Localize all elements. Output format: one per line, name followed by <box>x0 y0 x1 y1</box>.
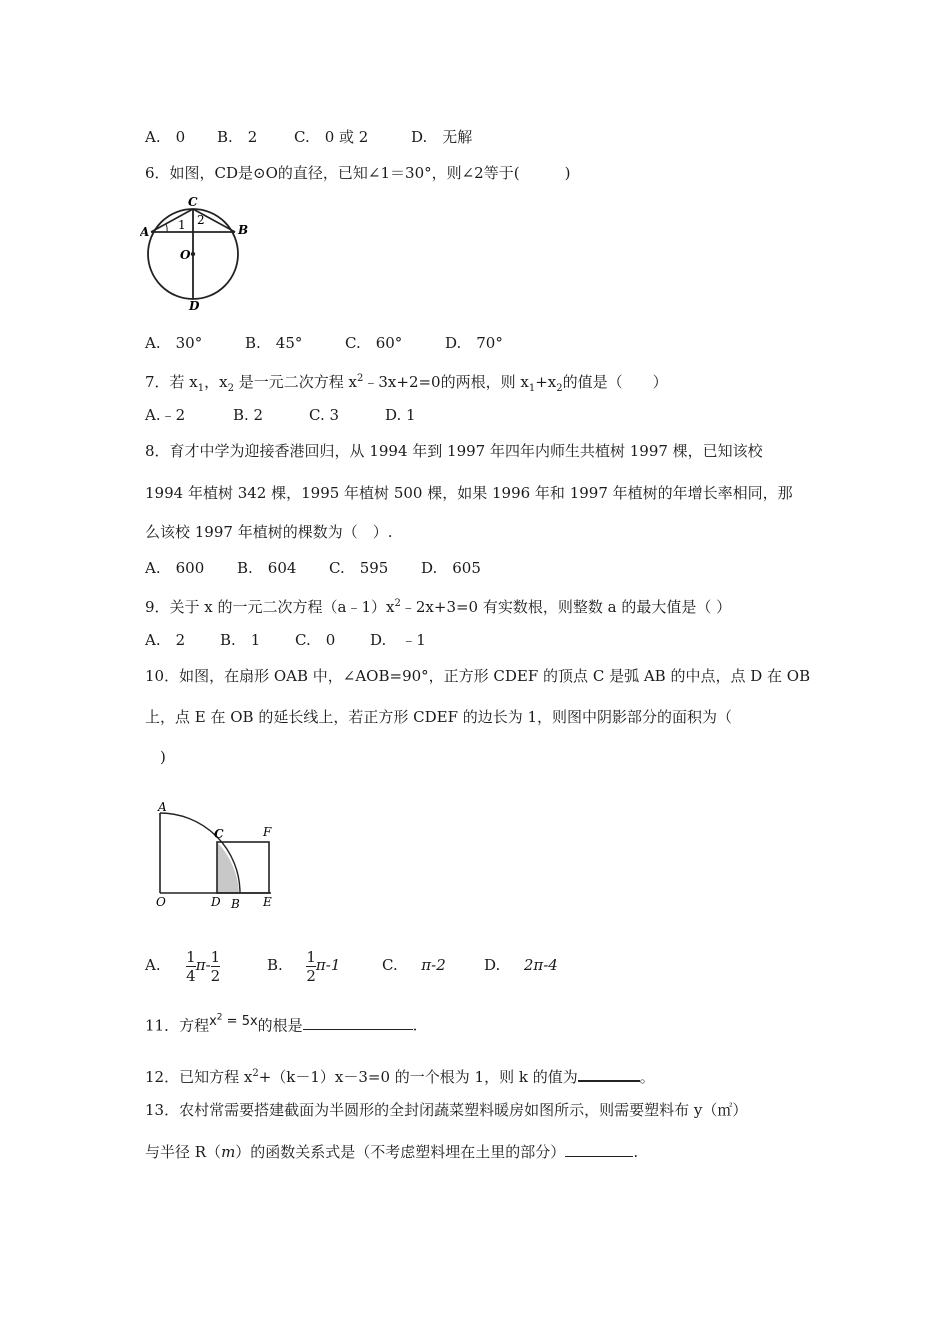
q7-option-b: B. 2 <box>233 406 264 424</box>
q7-options <box>145 405 416 425</box>
q7-sub-2: 2 <box>227 383 234 394</box>
q10-line-1: 10．如图，在扇形 OAB 中，∠AOB=90°，正方形 CDEF 的顶点 C 是弧 AB 的中点，点 D 在 OB <box>145 667 811 685</box>
q8-line-2: 1994 年植树 342 棵，1995 年植树 500 棵，如果 1996 年和 1997 年植树的年增长率相同，那 <box>145 484 793 502</box>
q9-option-d: D. ﹣1 <box>370 631 426 649</box>
q7-sub-3: 1 <box>528 383 536 394</box>
q5-option-d: D. 无解 <box>411 128 473 146</box>
q7-option-c: C. 3 <box>309 406 340 424</box>
q10-option-c-letter: C. <box>382 956 398 974</box>
label-f: F <box>263 825 272 839</box>
q7-text-a: 7．若 x <box>145 373 198 391</box>
q10-option-a <box>145 945 267 985</box>
q8-option-b: B. 604 <box>237 559 297 577</box>
label-o: O <box>156 895 166 909</box>
q8-option-c: C. 595 <box>329 559 389 577</box>
q10-option-a-letter: A. <box>145 956 161 974</box>
label-b: B <box>238 223 249 237</box>
q7-sub-1: 1 <box>197 383 205 394</box>
q6-option-d: D. 70° <box>445 334 503 352</box>
q7-stem <box>145 369 668 399</box>
q5-option-c: C. 0 或 2 <box>294 128 369 146</box>
fraction-one-half: $\frac{1}{2}$ <box>210 947 221 985</box>
q10-options <box>145 945 558 985</box>
q12-text-b: +（k－1）x－3=0 的一个根为 1，则 k 的值为 <box>258 1068 578 1086</box>
q8-option-d: D. 605 <box>421 559 481 577</box>
q13-text-b: ）的函数关系式是（不考虑塑料埋在土里的部分） <box>235 1143 566 1161</box>
q6-option-b: B. 45° <box>245 334 303 352</box>
q13-end: . <box>633 1143 639 1161</box>
label-d: D <box>211 895 221 909</box>
q7-text-c: 是一元二次方程 x <box>234 373 357 391</box>
q11-equation: $x^2 = 5x$ <box>209 1013 258 1030</box>
q13-unit: m <box>221 1143 236 1161</box>
q7-sup: 2 <box>357 373 364 384</box>
q13-answer-blank[interactable] <box>565 1144 633 1157</box>
q10-option-b <box>267 945 382 985</box>
q8-options <box>145 558 481 578</box>
q8-option-a: A. 600 <box>145 559 205 577</box>
q10-line-2: 上，点 E 在 OB 的延长线上，若正方形 CDEF 的边长为 1，则图中阴影部分的面积为（ <box>145 708 733 726</box>
q7-text-d: ﹣3x+2=0的两根，则 x <box>363 373 529 391</box>
q10-option-c <box>382 945 484 985</box>
q11-answer-blank[interactable] <box>303 1017 413 1030</box>
fraction-one-quarter: $\frac{1}{4}$ <box>186 947 196 985</box>
q12-text-a: 12．已知方程 x <box>145 1068 253 1086</box>
q10-sector-figure <box>148 800 283 920</box>
q6-option-c: C. 60° <box>345 334 403 352</box>
q12-sup: 2 <box>252 1068 259 1079</box>
q9-option-a: A. 2 <box>145 631 186 649</box>
q10-line-3: ) <box>145 748 166 766</box>
q8-line-1: 8．育才中学为迎接香港回归，从 1994 年到 1997 年四年内师生共植树 1997 棵，已知该校 <box>145 442 763 460</box>
q7-option-a: A.﹣2 <box>145 406 186 424</box>
q10-option-b-tail: π-1 <box>315 956 341 974</box>
q11-stem <box>145 1013 417 1037</box>
q10-option-d <box>484 945 558 985</box>
q9-stem <box>145 594 731 617</box>
segment-ac <box>151 209 193 232</box>
label-o: O <box>180 248 191 262</box>
center-dot <box>191 252 195 256</box>
q6-stem: 6．如图，CD是⊙O的直径，已知∠1＝30°，则∠2等于( ) <box>145 164 571 182</box>
label-c: C <box>214 827 224 841</box>
q7-option-d: D. 1 <box>385 406 416 424</box>
q9-sup: 2 <box>394 598 401 609</box>
label-angle-2: 2 <box>197 213 205 227</box>
q5-option-b: B. 2 <box>217 128 258 146</box>
q7-sub-4: 2 <box>556 383 563 394</box>
label-angle-1: 1 <box>178 218 186 232</box>
label-a: A <box>140 225 150 239</box>
angle-1-arc <box>166 224 167 232</box>
q11-text-b: 的根是 <box>257 1016 303 1035</box>
label-d: D <box>189 299 200 312</box>
q10-option-b-letter: B. <box>267 956 283 974</box>
q12-stem <box>145 1064 655 1087</box>
q9-option-b: B. 1 <box>220 631 261 649</box>
label-e: E <box>263 895 272 909</box>
label-b: B <box>231 897 240 911</box>
q10-option-d-expr: 2π-4 <box>523 956 558 974</box>
fraction-one-half-b: $\frac{1}{2}$ <box>306 947 316 985</box>
q6-circle-figure <box>140 192 255 312</box>
q9-text-b: ﹣2x+3=0 有实数根，则整数 a 的最大值是（ ） <box>400 598 732 616</box>
q13-line-2 <box>145 1142 638 1162</box>
q12-answer-blank[interactable] <box>578 1068 640 1082</box>
q10-option-d-letter: D. <box>484 956 501 974</box>
q8-line-3: 么该校 1997 年植树的棵数为（ ）. <box>145 523 393 541</box>
q7-text-e: +x <box>535 373 557 391</box>
q13-line-1: 13．农村常需要搭建截面为半圆形的全封闭蔬菜塑料暖房如图所示，则需要塑料布 y（㎡） <box>145 1101 748 1119</box>
q11-text-a: 11．方程 <box>145 1016 210 1035</box>
q5-options <box>145 127 472 147</box>
q9-text-a: 9．关于 x 的一元二次方程（a﹣1）x <box>145 598 395 616</box>
q10-option-c-expr: π-2 <box>421 956 446 974</box>
label-c: C <box>188 195 198 209</box>
q10-option-a-mid: π- <box>195 956 211 974</box>
q6-option-a: A. 30° <box>145 334 203 352</box>
q6-options <box>145 333 503 353</box>
q11-end: . <box>412 1016 418 1035</box>
q13-text-a: 与半径 R（ <box>145 1143 222 1161</box>
q7-text-f: 的值是（ ） <box>562 373 668 391</box>
q9-options <box>145 630 426 650</box>
q7-text-b: ，x <box>204 373 228 391</box>
q9-option-c: C. 0 <box>295 631 336 649</box>
q12-end: 。 <box>639 1068 655 1086</box>
q5-option-a: A. 0 <box>145 128 186 146</box>
label-a: A <box>158 800 167 814</box>
